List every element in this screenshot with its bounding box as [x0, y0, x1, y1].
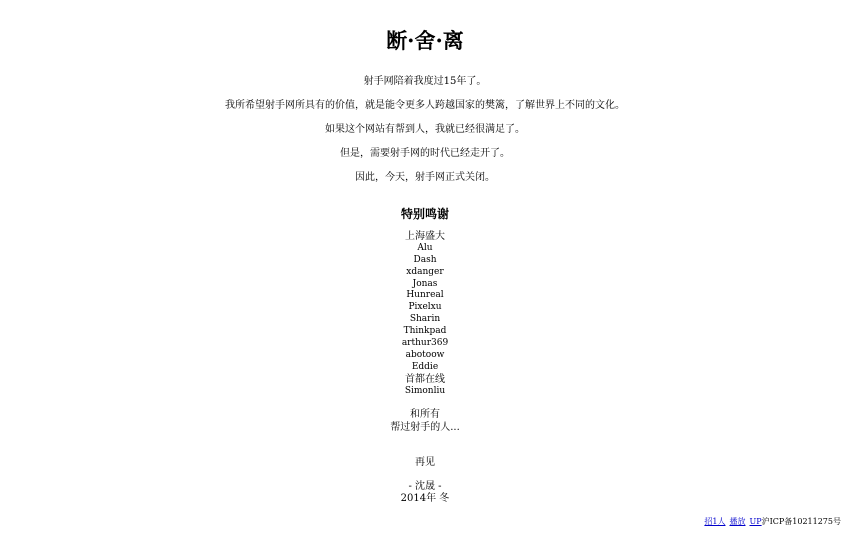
list-item: 首都在线	[405, 373, 445, 385]
list-item: Thinkpad	[403, 326, 447, 337]
list-item: 上海盛大	[405, 231, 445, 242]
farewell-text: 再见	[415, 457, 435, 468]
paragraph-5: 因此，今天，射手网正式关闭。	[355, 172, 495, 183]
list-item: Eddie	[411, 361, 439, 372]
list-item: Sharin	[409, 314, 441, 325]
footer-link-player[interactable]: 播放	[729, 517, 746, 526]
list-item: Pixelxu	[408, 302, 442, 313]
signature-name: - 沈晟 -	[408, 481, 442, 492]
page-title: 断·舍·离	[386, 28, 464, 53]
footer-link-hiring[interactable]: 招1人	[704, 517, 726, 526]
signature-date: 2014年 冬	[400, 493, 450, 504]
footer	[704, 517, 841, 527]
list-item: Simonliu	[404, 385, 446, 396]
paragraph-4: 但是，需要射手网的时代已经走开了。	[340, 148, 510, 159]
thanks-all-line2: 帮过射手的人...	[390, 422, 460, 433]
paragraph-1: 射手网陪着我度过15年了。	[363, 76, 487, 87]
list-item: arthur369	[401, 338, 449, 349]
list-item: Dash	[413, 254, 437, 265]
list-item: Jonas	[412, 278, 438, 289]
thanks-heading: 特别鸣谢	[400, 207, 449, 221]
footer-link-up[interactable]: UP	[749, 517, 762, 526]
thanks-all-line1: 和所有	[410, 409, 440, 420]
paragraph-2: 我所希望射手网所具有的价值，就是能令更多人跨越国家的樊篱，了解世界上不同的文化。	[225, 100, 625, 111]
list-item: Alu	[417, 242, 433, 253]
list-item: Hunreal	[406, 290, 444, 301]
list-item: xdanger	[406, 266, 444, 277]
list-item: abotoow	[405, 349, 445, 360]
thanks-list	[0, 231, 850, 397]
icp-number: 沪ICP备10211275号	[761, 517, 841, 526]
paragraph-3: 如果这个网站有帮到人，我就已经很满足了。	[325, 124, 525, 135]
